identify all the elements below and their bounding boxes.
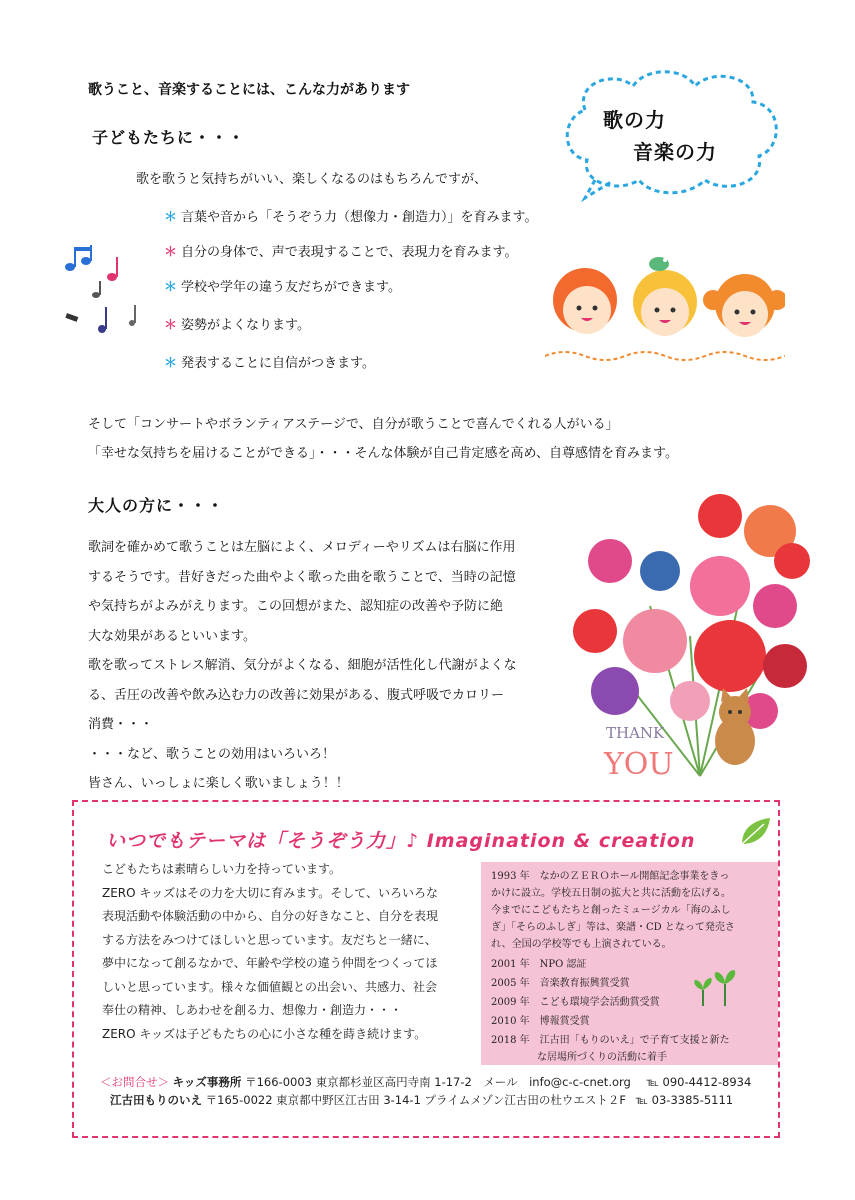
closing-line-2: 「幸せな気持ちを届けることができる」・・・そんな体験が自己肯定感を高め、自尊感情を育みます。 — [88, 446, 678, 461]
contact-tel-2: 03-3385-5111 — [651, 1093, 734, 1107]
history-event: 2010 年 博報賞受賞 — [491, 1016, 590, 1027]
cloud-title-2: 音楽の力 — [633, 140, 717, 164]
contact-org-2: 江古田もりのいえ — [110, 1093, 202, 1107]
zero-line: する方法をみつけてほしいと思っています。友だちと一緒に、 — [102, 932, 437, 947]
zero-line: こどもたちは素晴らしい力を持っています。 — [102, 862, 342, 876]
contact-address-1: 〒166-0003 東京都杉並区高円寺南 1-17-2 メール info@c-c-cnet.org — [245, 1075, 631, 1089]
sprout-icon — [689, 968, 739, 1008]
adults-line: ・・・など、歌うことの効用はいろいろ！ — [88, 746, 336, 762]
zero-line: しいと思っています。様々な価値観との出会い、共感力、社会 — [102, 979, 438, 994]
zero-line: 夢中になって創るなかで、年齢や学校の違う仲間をつくってほ — [102, 956, 438, 970]
thank-text: THANK — [606, 724, 665, 742]
contact-label: ＜お問合せ＞ — [100, 1075, 169, 1089]
adults-line: や気持ちがよみがえります。この回想がまた、認知症の改善や予防に絶 — [88, 599, 503, 614]
cloud-bubble — [555, 62, 785, 202]
adults-text — [88, 538, 517, 804]
bullet-item: ＊ 発表することに自信がつきます。 — [164, 356, 375, 371]
adults-line: る、舌圧の改善や飲み込む力の改善に効果がある、腹式呼吸でカロリー — [88, 687, 505, 703]
history-intro-line: かけに設立。学校五日制の拡大と共に活動を広げる。 — [491, 888, 731, 899]
bullet-item: ＊ 自分の身体で、声で表現することで、表現力を育みます。 — [164, 245, 518, 260]
history-intro-line: 今までにこどもたちと創ったミュージカル「海のふし — [491, 905, 731, 916]
adults-heading: 大人の方に・・・ — [88, 496, 225, 515]
children-lead: 歌を歌うと気持ちがいい、楽しくなるのはもちろんですが、 — [136, 172, 488, 187]
children-bullets — [164, 208, 537, 389]
music-notes-illustration — [56, 245, 146, 340]
history-panel — [481, 862, 778, 1065]
zero-line: ZERO キッズはその力を大切に育みます。そして、いろいろな — [102, 885, 438, 900]
adults-line: 歌詞を確かめて歌うことは左脳によく、メロディーやリズムは右脳に作用 — [88, 540, 516, 555]
contact-address-2: 〒165-0022 東京都中野区江古田 3-14-1 プライムメゾン江古田の杜ウエスト２F — [205, 1093, 626, 1107]
history-event: 2009 年 こども環境学会活動賞受賞 — [491, 997, 660, 1008]
contact-line-2 — [110, 1091, 733, 1109]
zero-line: 表現活動や体験活動の中から、自分の好きなこと、自分を表現 — [102, 909, 439, 923]
adults-line: 歌を歌ってストレス解消、気分がよくなる、細胞が活性化し代謝がよくな — [88, 658, 517, 673]
tel-label-2: ℡ — [635, 1093, 648, 1107]
bullet-item: ＊ 学校や学年の違う友だちができます。 — [164, 280, 401, 295]
contact-tel-1: 090-4412-8934 — [662, 1075, 752, 1089]
adults-line: 大な効果があるといいます。 — [88, 628, 256, 644]
leaf-icon — [738, 814, 774, 848]
adults-line: 皆さん、いっしょに楽しく歌いましょう！！ — [88, 776, 349, 791]
children-faces-illustration — [545, 250, 785, 365]
history-event: 2001 年 NPO 認証 — [491, 959, 587, 970]
zero-line: 奉仕の精神、しあわせを創る力、想像力・創造力・・・ — [102, 1003, 403, 1017]
history-intro-line: れ、全国の学校等でも上演されている。 — [491, 939, 672, 950]
history-last-line: な居場所づくりの活動に着手 — [537, 1052, 667, 1063]
tel-label-1: ℡ — [646, 1075, 659, 1089]
adults-line: 消費・・・ — [88, 717, 154, 732]
closing-line-1: そして「コンサートやボランティアステージで、自分が歌うことで喜んでくれる人がいる」 — [88, 417, 619, 432]
history-event: 2005 年 音楽教育振興賞受賞 — [491, 978, 630, 989]
adults-line: するそうです。昔好きだった曲やよく歌った曲を歌うことで、当時の記憶 — [88, 569, 516, 585]
you-text: YOU — [604, 747, 674, 782]
history-event: 2018 年 江古田「もりのいえ」で子育て支援と新た — [491, 1035, 730, 1046]
children-heading: 子どもたちに・・・ — [92, 128, 246, 147]
contact-line-1 — [100, 1073, 751, 1091]
theme-banner: いつでもテーマは「そうぞう力」♪ Imagination & creation — [106, 830, 696, 852]
flower-bouquet-illustration — [570, 486, 815, 784]
cloud-title-1: 歌の力 — [603, 108, 666, 132]
contact-org-1: キッズ事務所 — [172, 1075, 242, 1089]
intro-line: 歌うこと、音楽することには、こんな力があります — [88, 82, 410, 98]
bullet-item: ＊ 姿勢がよくなります。 — [164, 318, 310, 333]
zero-kids-text — [102, 858, 438, 1046]
zero-line: ZERO キッズは子どもたちの心に小さな種を蒔き続けます。 — [102, 1026, 427, 1041]
history-intro-line: 1993 年 なかのＺＥＲＯホール開館記念事業をきっ — [491, 871, 730, 882]
history-intro-line: ぎ」「そらのふしぎ」等は、楽譜・CD となって発売さ — [491, 922, 735, 933]
bullet-item: ＊ 言葉や音から「そうぞう力（想像力・創造力）」を育みます。 — [164, 210, 538, 225]
